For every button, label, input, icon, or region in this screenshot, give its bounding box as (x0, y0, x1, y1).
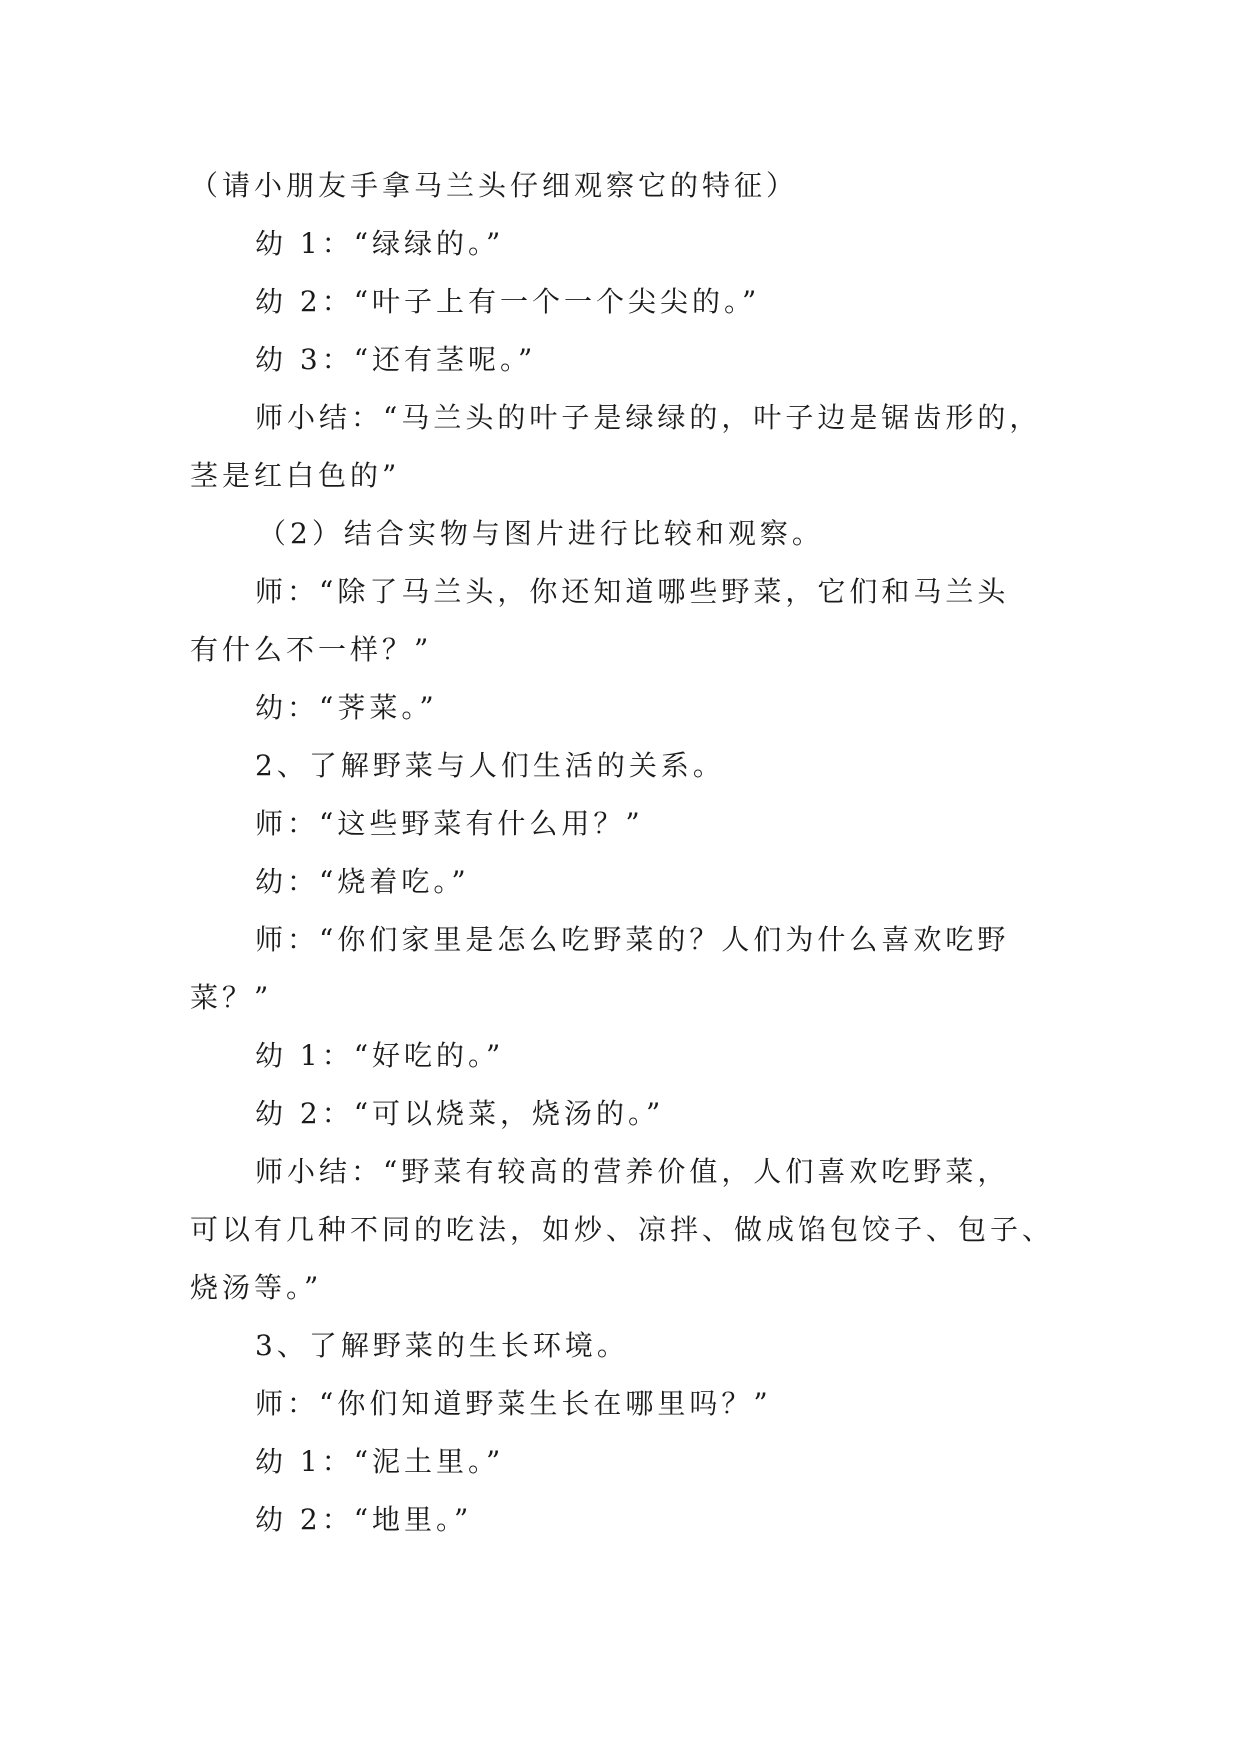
text-line: 2、了解野菜与人们生活的关系。 (255, 749, 725, 782)
text-line: 幼：“荠菜。” (255, 691, 438, 724)
text-line: 师：“你们家里是怎么吃野菜的？人们为什么喜欢吃野 (255, 923, 1010, 956)
text-line: 师小结：“马兰头的叶子是绿绿的，叶子边是锯齿形的， (255, 401, 1042, 434)
text-line: 师：“除了马兰头，你还知道哪些野菜，它们和马兰头 (255, 575, 1010, 608)
text-line: 幼：“烧着吃。” (255, 865, 470, 898)
text-line: 幼 3：“还有茎呢。” (255, 343, 537, 376)
text-line: 师：“你们知道野菜生长在哪里吗？” (255, 1387, 772, 1420)
text-line: （请小朋友手拿马兰头仔细观察它的特征） (190, 169, 799, 202)
text-line: 有什么不一样？” (190, 633, 433, 666)
text-line: 师小结：“野菜有较高的营养价值，人们喜欢吃野菜， (255, 1155, 1010, 1188)
text-line: 菜？” (190, 981, 273, 1014)
text-line: 幼 1：“泥土里。” (255, 1445, 505, 1478)
text-line: 可以有几种不同的吃法，如炒、凉拌、做成馅包饺子、包子、 (190, 1213, 1055, 1246)
text-line: 幼 1：“绿绿的。” (255, 227, 505, 260)
text-line: 幼 2：“可以烧菜，烧汤的。” (255, 1097, 665, 1130)
text-line: 师：“这些野菜有什么用？” (255, 807, 644, 840)
text-line: 幼 2：“叶子上有一个一个尖尖的。” (255, 285, 761, 318)
text-line: 幼 1：“好吃的。” (255, 1039, 505, 1072)
text-line: 烧汤等。” (190, 1271, 323, 1304)
text-line: 茎是红白色的” (190, 459, 401, 492)
text-line: 3、了解野菜的生长环境。 (255, 1329, 629, 1362)
text-line: 幼 2：“地里。” (255, 1503, 473, 1536)
text-line: （2）结合实物与图片进行比较和观察。 (258, 517, 824, 550)
